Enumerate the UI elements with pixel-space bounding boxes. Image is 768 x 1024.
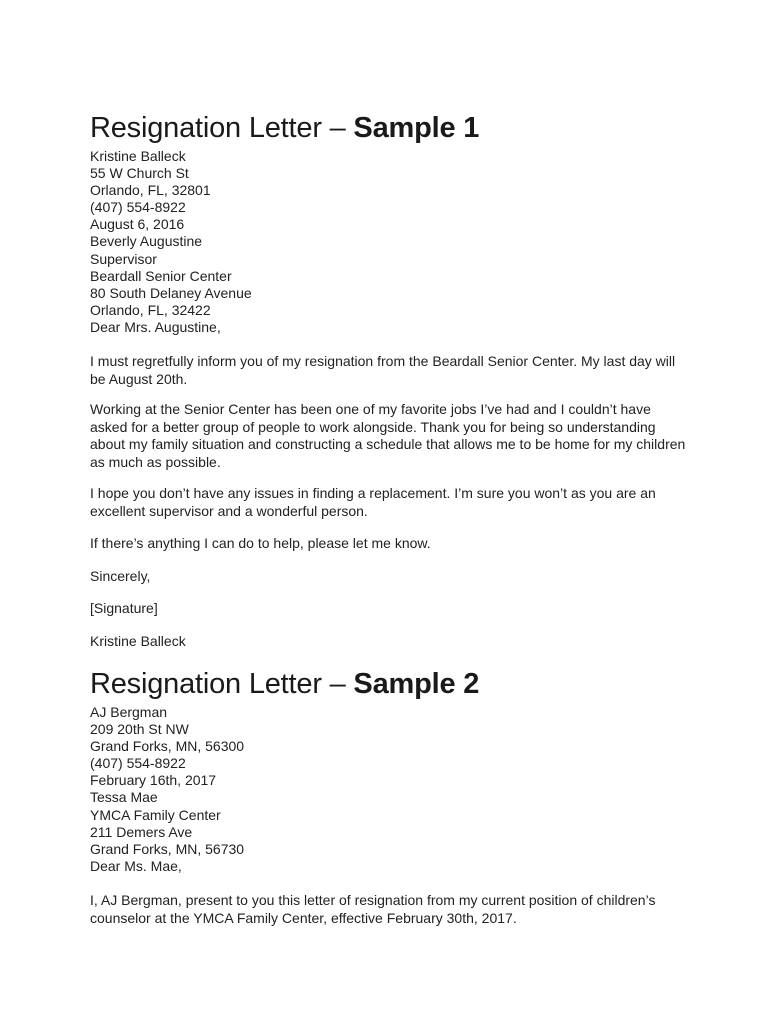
sample-1-signature-placeholder: [Signature] — [90, 600, 158, 616]
sample-1-paragraph: Working at the Senior Center has been one of my favorite jobs I’ve had and I couldn’t have asked for a better group of people to work alongside. Thank you for being so understanding about my family situation and constructing a schedule that allows me to be home for my children as much as possible. — [90, 401, 686, 470]
letter-date: August 6, 2016 — [90, 216, 185, 233]
sample-1-paragraph: I must regretfully inform you of my resignation from the Beardall Senior Center. My last day will be August 20th. — [90, 353, 676, 387]
sample-1-heading — [90, 111, 479, 145]
sender-street: 55 W Church St — [90, 165, 189, 182]
sample-2-heading-prefix: Resignation Letter – — [90, 668, 354, 700]
sample-2-address-block — [90, 704, 244, 875]
sender-phone: (407) 554-8922 — [90, 199, 186, 216]
sender-city: Orlando, FL, 32801 — [90, 182, 211, 199]
sender-phone: (407) 554-8922 — [90, 755, 186, 772]
sample-2-heading-bold: Sample 2 — [353, 668, 480, 700]
letter-date: February 16th, 2017 — [90, 772, 217, 789]
sample-1-signer-name: Kristine Balleck — [90, 633, 186, 649]
recipient-organization: YMCA Family Center — [90, 806, 221, 823]
recipient-organization: Beardall Senior Center — [90, 267, 232, 284]
salutation: Dear Mrs. Augustine, — [90, 318, 221, 335]
recipient-street: 211 Demers Ave — [90, 823, 193, 840]
sender-street: 209 20th St NW — [90, 721, 189, 738]
recipient-name: Beverly Augustine — [90, 233, 203, 250]
sender-name: Kristine Balleck — [90, 148, 186, 164]
sample-1-heading-bold: Sample 1 — [353, 112, 480, 144]
sample-2-heading — [90, 667, 479, 701]
salutation: Dear Ms. Mae, — [90, 857, 182, 874]
sample-1-heading-prefix: Resignation Letter – — [90, 112, 354, 144]
sample-1-paragraph: I hope you don’t have any issues in finding a replacement. I’m sure you won’t as you are an excellent supervisor and a wonderful person. — [90, 485, 656, 519]
sample-1-paragraph: If there’s anything I can do to help, please let me know. — [90, 535, 431, 551]
sample-1-address-block — [90, 148, 252, 336]
sender-name: AJ Bergman — [90, 704, 168, 720]
sample-2-paragraph: I, AJ Bergman, present to you this letter of resignation from my current position of children’s counselor at the YMCA Family Center, effective February 30th, 2017. — [90, 892, 656, 926]
sample-1-closing: Sincerely, — [90, 568, 151, 584]
recipient-city: Grand Forks, MN, 56730 — [90, 840, 245, 857]
recipient-street: 80 South Delaney Avenue — [90, 284, 252, 301]
recipient-city: Orlando, FL, 32422 — [90, 301, 211, 318]
sender-city: Grand Forks, MN, 56300 — [90, 738, 245, 755]
recipient-name: Tessa Mae — [90, 789, 158, 806]
recipient-title: Supervisor — [90, 250, 157, 267]
